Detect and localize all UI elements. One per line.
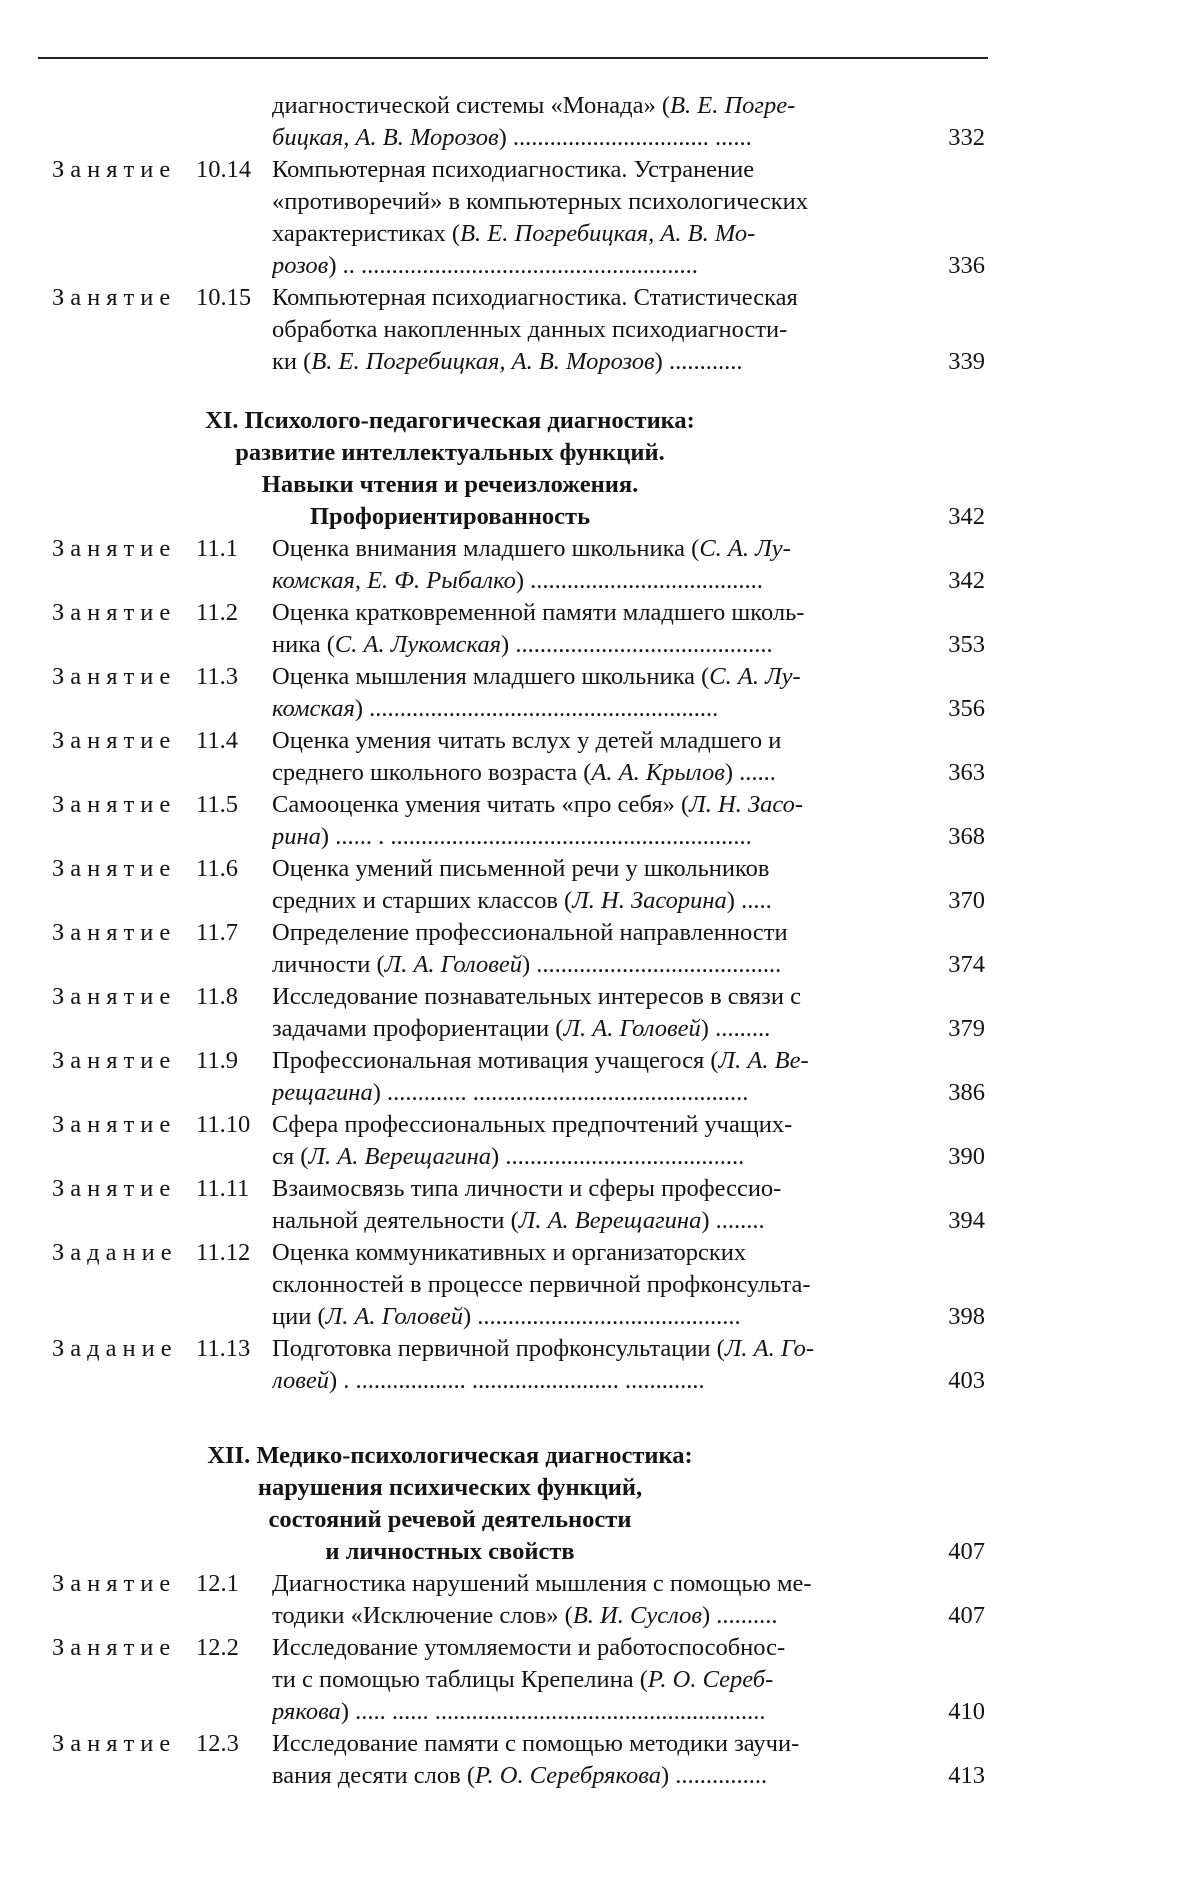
entry-page-number: 410 xyxy=(948,1698,985,1725)
entry-title-line: средних и старших классов (Л. Н. Засорина) ..... xyxy=(272,887,772,914)
section-title-line: Навыки чтения и речеизложения. xyxy=(261,471,639,498)
entry-title xyxy=(272,1109,892,1173)
entry-page-number: 379 xyxy=(948,1015,985,1042)
entry-title-line: Профессиональная мотивация учащегося (Л. А. Ве- xyxy=(272,1047,809,1074)
entry-title xyxy=(272,1333,892,1397)
entry-title-line: Исследование утомляемости и работоспособнос- xyxy=(272,1634,786,1661)
entry-label: Занятие xyxy=(52,791,177,818)
entry-page-number: 356 xyxy=(948,695,985,722)
entry-title-line: ции (Л. А. Головей) ........................................... xyxy=(272,1303,741,1330)
entry-title xyxy=(272,661,892,725)
entry-title-line: ти с помощью таблицы Крепелина (Р. О. Сереб- xyxy=(272,1666,774,1693)
entry-page-number: 332 xyxy=(948,124,985,151)
entry-label: Занятие xyxy=(52,855,177,882)
section-title-line: нарушения психических функций, xyxy=(257,1474,643,1501)
entry-number: 10.14 xyxy=(196,156,252,183)
entry-page-number: 413 xyxy=(948,1762,985,1789)
entry-page-number: 398 xyxy=(948,1303,985,1330)
entry-title-line: ся (Л. А. Верещагина) ....................................... xyxy=(272,1143,745,1170)
entry-title-line: ника (С. А. Лукомская) .......................................... xyxy=(272,631,773,658)
section-title-line: XI. Психолого-педагогическая диагностика: xyxy=(205,407,695,434)
entry-title-line: рещагина) ............. ............................................. xyxy=(272,1079,749,1106)
entry-label: Занятие xyxy=(52,1570,177,1597)
entry-number: 11.4 xyxy=(196,727,238,754)
entry-label: Занятие xyxy=(52,983,177,1010)
entry-title xyxy=(272,1173,892,1237)
entry-title-line: Самооценка умения читать «про себя» (Л. Н. Засо- xyxy=(272,791,803,818)
entry-title-line: ки (В. Е. Погребицкая, А. В. Морозов) ............ xyxy=(272,348,743,375)
entry-title-line: Исследование памяти с помощью методики заучи- xyxy=(272,1730,800,1757)
section-title-line: развитие интеллектуальных функций. xyxy=(235,439,665,466)
entry-number: 11.13 xyxy=(196,1335,251,1362)
entry-label: Занятие xyxy=(52,727,177,754)
entry-title-line: Взаимосвязь типа личности и сферы профессио- xyxy=(272,1175,782,1202)
entry-number: 11.1 xyxy=(196,535,238,562)
entry-title-line: нальной деятельности (Л. А. Верещагина) ........ xyxy=(272,1207,765,1234)
entry-title-line: Оценка мышления младшего школьника (С. А. Лу- xyxy=(272,663,801,690)
entry-title-line: диагностической системы «Монада» (В. Е. Погре- xyxy=(272,92,796,119)
entry-page-number: 386 xyxy=(948,1079,985,1106)
entry-label: Занятие xyxy=(52,663,177,690)
entry-page-number: 363 xyxy=(948,759,985,786)
entry-number: 12.3 xyxy=(196,1730,239,1757)
entry-title-line: «противоречий» в компьютерных психологических xyxy=(272,188,809,215)
entry-number: 11.11 xyxy=(196,1175,250,1202)
entry-title-line: вания десяти слов (Р. О. Серебрякова) ............... xyxy=(272,1762,768,1789)
entry-title-line: Сфера профессиональных предпочтений учащих- xyxy=(272,1111,793,1138)
entry-page-number: 368 xyxy=(948,823,985,850)
entry-title-line: характеристиках (В. Е. Погребицкая, А. В. Мо- xyxy=(272,220,756,247)
entry-title-line: обработка накопленных данных психодиагности- xyxy=(272,316,788,343)
entry-title-line: рина) ...... . ........................................................... xyxy=(272,823,752,850)
entry-label: Занятие xyxy=(52,1634,177,1661)
entry-number: 10.15 xyxy=(196,284,252,311)
section-title-line: состояний речевой деятельности xyxy=(268,1506,632,1533)
section-title-line: и личностных свойств xyxy=(325,1538,575,1565)
section-title-line: Профориентированность xyxy=(309,503,591,530)
entry-label: Занятие xyxy=(52,1175,177,1202)
entry-title xyxy=(272,725,892,789)
entry-title-line: склонностей в процессе первичной профконсульта- xyxy=(272,1271,811,1298)
entry-title xyxy=(272,1728,892,1792)
entry-label: Занятие xyxy=(52,156,177,183)
entry-number: 11.8 xyxy=(196,983,238,1010)
entry-page-number: 339 xyxy=(948,348,985,375)
entry-page-number: 370 xyxy=(948,887,985,914)
entry-number: 11.5 xyxy=(196,791,238,818)
entry-title xyxy=(272,1568,892,1632)
entry-title-line: бицкая, А. В. Морозов) ................................ ...... xyxy=(272,124,752,151)
entry-title xyxy=(272,1632,892,1728)
entry-title-line: среднего школьного возраста (А. А. Крылов) ...... xyxy=(272,759,776,786)
entry-title-line: Оценка кратковременной памяти младшего школь- xyxy=(272,599,805,626)
entry-title xyxy=(272,789,892,853)
entry-title-line: рякова) ..... ...... ...................................................... xyxy=(272,1698,766,1725)
entry-title xyxy=(272,282,892,378)
entry-number: 11.9 xyxy=(196,1047,238,1074)
entry-page-number: 374 xyxy=(948,951,985,978)
entry-title-line: Компьютерная психодиагностика. Устранение xyxy=(272,156,755,183)
entry-number: 11.3 xyxy=(196,663,238,690)
section-page-number: 407 xyxy=(948,1538,985,1565)
entry-title xyxy=(272,154,892,282)
entry-title-line: Оценка умения читать вслух у детей младшего и xyxy=(272,727,782,754)
entry-label: Задание xyxy=(52,1335,178,1362)
entry-label: Задание xyxy=(52,1239,178,1266)
entry-title-line: Компьютерная психодиагностика. Статистическая xyxy=(272,284,798,311)
entry-title-line: Подготовка первичной профконсультации (Л. А. Го- xyxy=(272,1335,814,1362)
entry-title-line: Оценка внимания младшего школьника (С. А. Лу- xyxy=(272,535,791,562)
entry-title-line: Оценка умений письменной речи у школьников xyxy=(272,855,770,882)
entry-page-number: 342 xyxy=(948,567,985,594)
entry-label: Занятие xyxy=(52,1047,177,1074)
entry-label: Занятие xyxy=(52,919,177,946)
entry-page-number: 407 xyxy=(948,1602,985,1629)
top-rule xyxy=(38,57,988,59)
section-page-number: 342 xyxy=(948,503,985,530)
entry-title xyxy=(272,917,892,981)
entry-title xyxy=(272,1237,892,1333)
entry-title-line: ловей) . .................. ........................ ............. xyxy=(272,1367,705,1394)
entry-title-line: комская, Е. Ф. Рыбалко) ...................................... xyxy=(272,567,763,594)
entry-title-line: тодики «Исключение слов» (В. И. Суслов) .......... xyxy=(272,1602,778,1629)
entry-number: 11.10 xyxy=(196,1111,251,1138)
section-title-line: XII. Медико-психологическая диагностика: xyxy=(207,1442,693,1469)
entry-number: 11.12 xyxy=(196,1239,251,1266)
entry-number: 11.7 xyxy=(196,919,238,946)
entry-label: Занятие xyxy=(52,1730,177,1757)
entry-page-number: 336 xyxy=(948,252,985,279)
entry-title xyxy=(272,597,892,661)
entry-number: 11.2 xyxy=(196,599,238,626)
entry-label: Занятие xyxy=(52,599,177,626)
entry-label: Занятие xyxy=(52,1111,177,1138)
entry-title xyxy=(272,90,892,154)
entry-page-number: 353 xyxy=(948,631,985,658)
entry-title xyxy=(272,853,892,917)
entry-title-line: комская) ......................................................... xyxy=(272,695,719,722)
entry-page-number: 403 xyxy=(948,1367,985,1394)
entry-title xyxy=(272,981,892,1045)
entry-number: 11.6 xyxy=(196,855,238,882)
entry-label: Занятие xyxy=(52,284,177,311)
entry-title-line: розов) .. ....................................................... xyxy=(272,252,698,279)
entry-page-number: 390 xyxy=(948,1143,985,1170)
entry-number: 12.1 xyxy=(196,1570,239,1597)
entry-title-line: Исследование познавательных интересов в связи с xyxy=(272,983,801,1010)
entry-title-line: личности (Л. А. Головей) ........................................ xyxy=(272,951,782,978)
entry-number: 12.2 xyxy=(196,1634,239,1661)
entry-title-line: Диагностика нарушений мышления с помощью ме- xyxy=(272,1570,812,1597)
entry-title xyxy=(272,533,892,597)
entry-title-line: задачами профориентации (Л. А. Головей) ......... xyxy=(272,1015,771,1042)
entry-title-line: Оценка коммуникативных и организаторских xyxy=(272,1239,747,1266)
entry-title xyxy=(272,1045,892,1109)
entry-page-number: 394 xyxy=(948,1207,985,1234)
entry-title-line: Определение профессиональной направленности xyxy=(272,919,788,946)
entry-label: Занятие xyxy=(52,535,177,562)
